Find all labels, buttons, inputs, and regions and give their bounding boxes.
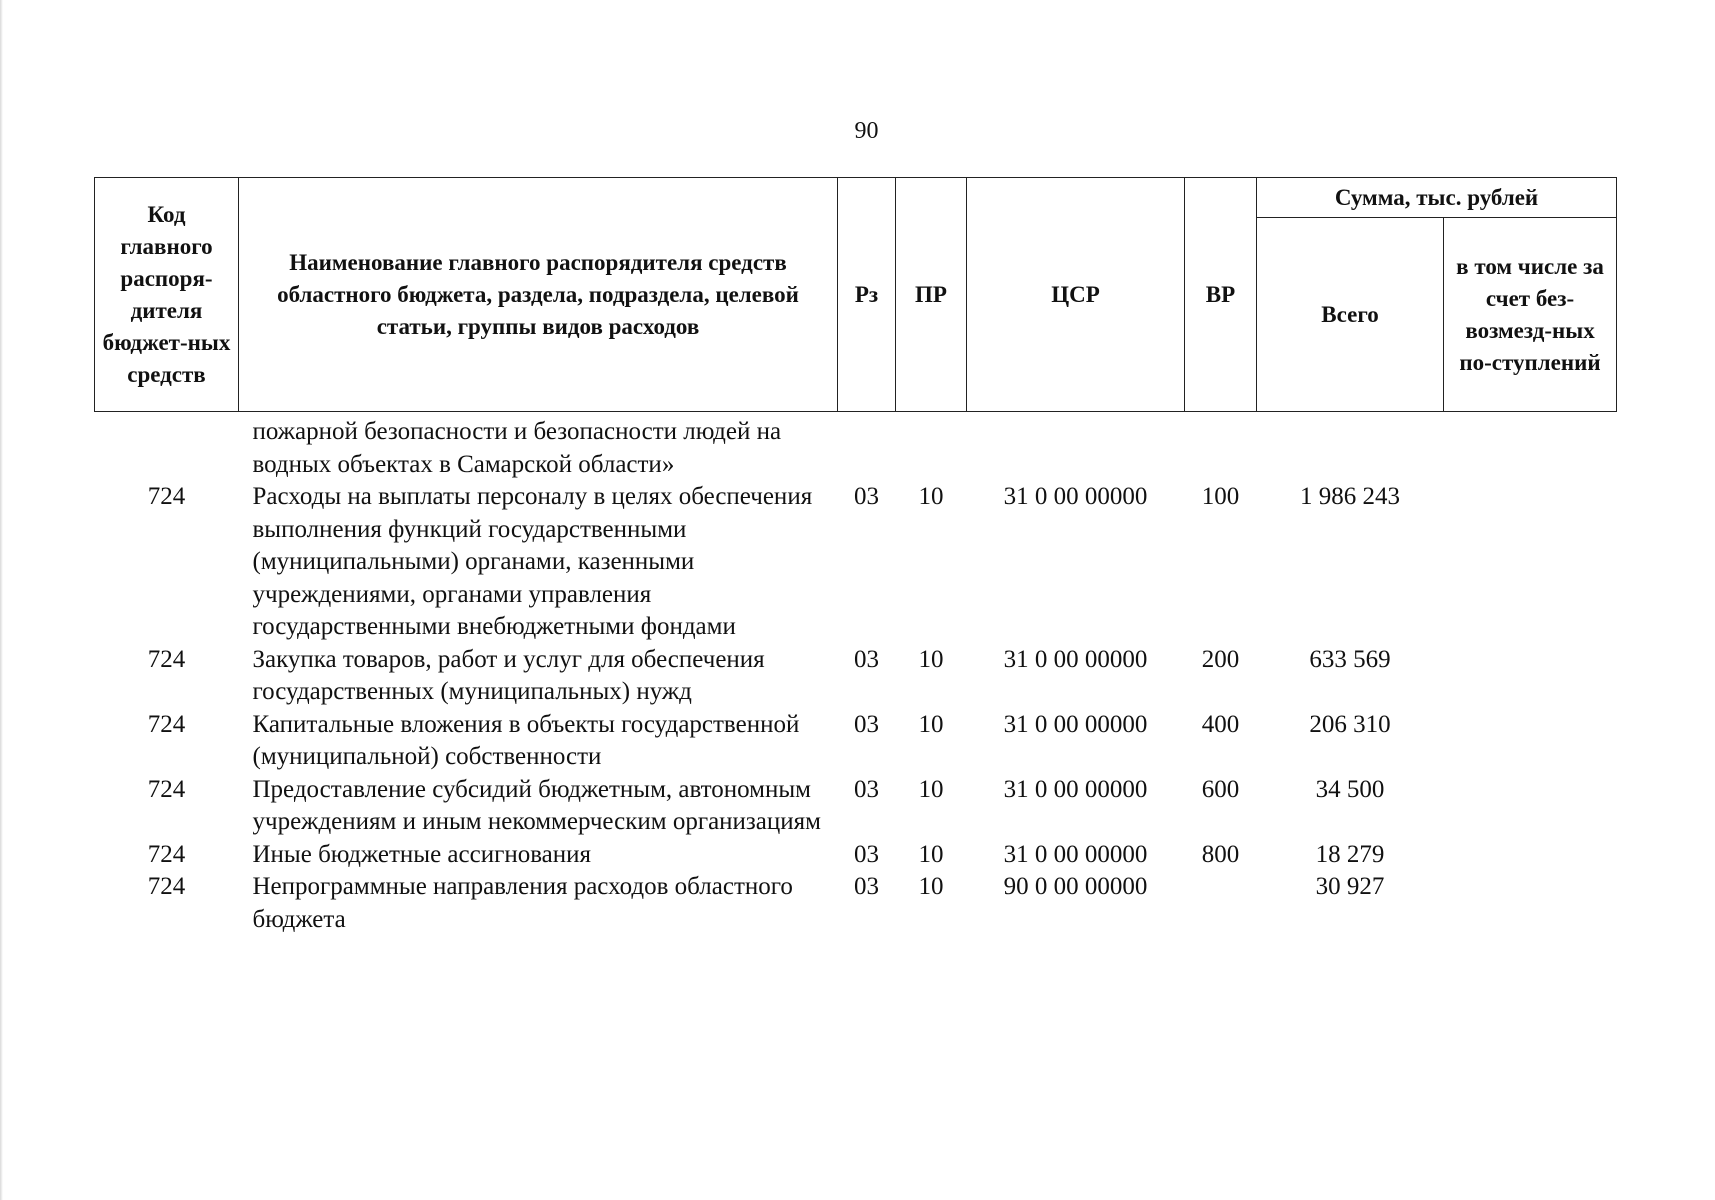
header-vr: ВР <box>1185 178 1257 412</box>
cell-name: Предоставление субсидий бюджетным, автономным учреждениям и иным некоммерческим организациям <box>252 775 821 835</box>
table-row <box>95 412 1617 482</box>
table-row <box>95 871 1617 936</box>
table-row <box>95 481 1617 644</box>
cell-csr: 31 0 00 00000 <box>1003 483 1148 510</box>
cell-rz: 03 <box>854 483 879 510</box>
table-header <box>95 178 1617 412</box>
cell-total: 18 279 <box>1315 840 1385 868</box>
cell-pr: 10 <box>918 840 944 868</box>
page-number: 90 <box>854 118 879 144</box>
cell-total: 1 986 243 <box>1300 483 1400 510</box>
cell-gratis <box>1444 871 1617 936</box>
header-code: Код главного распоря-дителя бюджет-ных средств <box>95 178 239 412</box>
table-row <box>95 774 1617 839</box>
cell-gratis <box>1444 709 1617 774</box>
header-sum-group: Сумма, тыс. рублей <box>1257 178 1617 218</box>
cell-rz: 03 <box>854 710 879 738</box>
header-total: Всего <box>1257 218 1444 412</box>
header-gratis: в том числе за счет без-возмезд-ных по-ступлений <box>1444 218 1617 412</box>
table-row <box>95 839 1617 872</box>
cell-total: 30 927 <box>1315 873 1385 900</box>
cell-code: 724 <box>147 645 186 673</box>
cell-vr <box>1185 871 1257 936</box>
cell-name: Капитальные вложения в объекты государственной (муниципальной) собственности <box>252 710 800 770</box>
cell-code: 724 <box>147 483 186 510</box>
header-pr: ПР <box>896 178 967 412</box>
cell-name: Иные бюджетные ассигнования <box>252 840 592 868</box>
cell-gratis <box>1444 481 1617 644</box>
table-body <box>95 412 1617 937</box>
cell-total <box>1257 412 1444 482</box>
cell-rz: 03 <box>854 873 879 900</box>
cell-vr: 400 <box>1201 710 1240 738</box>
cell-gratis <box>1444 644 1617 709</box>
cell-rz: 03 <box>854 645 879 673</box>
cell-csr: 31 0 00 00000 <box>1003 710 1148 738</box>
cell-total: 206 310 <box>1309 710 1391 738</box>
cell-pr <box>896 412 967 482</box>
cell-name: пожарной безопасности и безопасности людей на водных объектах в Самарской области» <box>252 418 782 478</box>
cell-code: 724 <box>147 873 186 900</box>
scan-edge-left <box>0 0 3 1200</box>
header-csr: ЦСР <box>967 178 1185 412</box>
budget-table <box>94 177 1617 936</box>
cell-code <box>95 412 239 482</box>
cell-code: 724 <box>147 710 186 738</box>
header-name: Наименование главного распорядителя средств областного бюджета, раздела, подраздела, целевой статьи, группы видов расходов <box>239 178 838 412</box>
cell-vr: 800 <box>1201 840 1240 868</box>
cell-rz <box>838 412 896 482</box>
cell-pr: 10 <box>918 645 944 673</box>
header-rz: Рз <box>838 178 896 412</box>
cell-gratis <box>1444 774 1617 839</box>
cell-csr <box>967 412 1185 482</box>
cell-vr: 100 <box>1201 483 1240 510</box>
cell-name: Расходы на выплаты персоналу в целях обеспечения выполнения функций государственными (муниципальными) органами, казенными учреждениями, органами управления государственными внебюджетными фондами <box>252 483 813 640</box>
cell-name: Непрограммные направления расходов областного бюджета <box>252 873 793 933</box>
cell-csr: 31 0 00 00000 <box>1003 645 1148 673</box>
cell-pr: 10 <box>918 873 944 900</box>
cell-vr: 200 <box>1201 645 1240 673</box>
cell-csr: 90 0 00 00000 <box>1003 873 1148 900</box>
budget-table-container <box>94 177 1616 936</box>
cell-code: 724 <box>147 840 186 868</box>
cell-csr: 31 0 00 00000 <box>1003 840 1148 868</box>
cell-code: 724 <box>147 775 186 803</box>
cell-total: 633 569 <box>1309 645 1391 673</box>
cell-pr: 10 <box>918 483 944 510</box>
cell-rz: 03 <box>854 775 879 803</box>
table-row <box>95 644 1617 709</box>
cell-name: Закупка товаров, работ и услуг для обеспечения государственных (муниципальных) нужд <box>252 645 765 705</box>
table-row <box>95 709 1617 774</box>
cell-total: 34 500 <box>1315 775 1385 803</box>
cell-gratis <box>1444 839 1617 872</box>
cell-pr: 10 <box>918 775 944 803</box>
cell-gratis <box>1444 412 1617 482</box>
cell-rz: 03 <box>854 840 879 868</box>
cell-csr: 31 0 00 00000 <box>1003 775 1148 803</box>
cell-pr: 10 <box>918 710 944 738</box>
cell-vr <box>1185 412 1257 482</box>
cell-vr: 600 <box>1201 775 1240 803</box>
